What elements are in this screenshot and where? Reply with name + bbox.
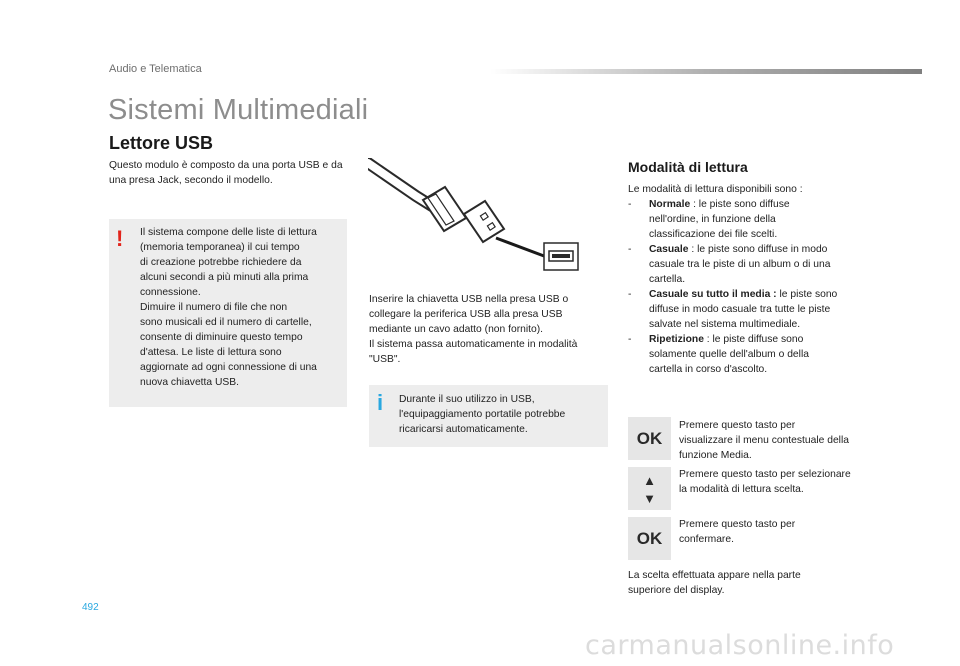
warning-line: Il sistema compone delle liste di lettura — [140, 227, 317, 238]
usb-instruction-line: Il sistema passa automaticamente in modalità — [369, 339, 578, 350]
warning-line: consente di diminuire questo tempo — [140, 332, 303, 343]
page-title: Sistemi Multimediali — [108, 94, 369, 126]
playback-modes — [628, 182, 873, 377]
mode-item: - Ripetizione : le piste diffuse sono solamente quelle dell'album o della cartella in corso d'ascolto. — [628, 334, 809, 375]
info-line: ricaricarsi automaticamente. — [399, 424, 528, 435]
step-text: Premere questo tasto per visualizzare il menu contestuale della funzione Media. — [679, 420, 849, 461]
usb-instruction-line: Inserire la chiavetta USB nella presa USB o — [369, 294, 569, 305]
warning-icon: ! — [116, 226, 124, 251]
ok-key-icon: OK — [628, 517, 671, 560]
warning-text — [140, 225, 340, 390]
step-text: Premere questo tasto per selezionare la modalità di lettura scelta. — [679, 469, 851, 495]
info-text — [399, 392, 599, 437]
warning-line: nuova chiavetta USB. — [140, 377, 240, 388]
warning-line: Dimuire il numero di file che non — [140, 302, 288, 313]
ok-key-icon: OK — [628, 417, 671, 460]
section-header: Audio e Telematica — [109, 63, 202, 75]
step-text: Premere questo tasto per confermare. — [679, 519, 796, 545]
bullet-dash: - — [628, 244, 632, 255]
bullet-dash: - — [628, 289, 632, 300]
playback-intro: Le modalità di lettura disponibili sono : — [628, 184, 803, 195]
usb-intro: Questo modulo è composto da una porta USB e da una presa Jack, secondo il modello. — [109, 160, 343, 186]
up-down-key-icon — [628, 467, 671, 510]
warning-line: (memoria temporanea) il cui tempo — [140, 242, 300, 253]
page-number: 492 — [82, 602, 99, 613]
usb-plug-icon — [368, 158, 584, 278]
usb-heading: Lettore USB — [109, 133, 214, 153]
warning-line: aggiornate ad ogni connessione di una — [140, 362, 317, 373]
watermark: carmanualsonline.info — [585, 630, 895, 661]
info-line: l'equipaggiamento portatile potrebbe — [399, 409, 566, 420]
usb-instructions — [369, 292, 609, 367]
warning-line: di creazione potrebbe richiedere da — [140, 257, 302, 268]
info-icon: i — [377, 390, 384, 415]
warning-line: connessione. — [140, 287, 201, 298]
warning-line: alcuni secondi a più minuti alla prima — [140, 272, 309, 283]
mode-name: Casuale su tutto il media : — [649, 289, 777, 300]
final-note: La scelta effettuata appare nella parte superiore del display. — [628, 570, 801, 596]
up-arrow-icon: ▲ — [643, 473, 656, 488]
header-divider — [490, 69, 922, 74]
usb-instruction-line: "USB". — [369, 354, 401, 365]
down-arrow-icon: ▼ — [643, 491, 656, 506]
mode-name: Casuale — [649, 244, 689, 255]
mode-item: - Normale : le piste sono diffuse nell'ordine, in funzione della classificazione dei file scelti. — [628, 199, 790, 240]
mode-item: - Casuale su tutto il media : le piste sono diffuse in modo casuale tra tutte le piste salvate nel sistema multimediale. — [628, 289, 838, 330]
bullet-dash: - — [628, 199, 632, 210]
warning-line: d'attesa. Le liste di lettura sono — [140, 347, 282, 358]
playback-heading: Modalità di lettura — [628, 159, 748, 175]
mode-item: - Casuale : le piste sono diffuse in modo casuale tra le piste di un album o di una cartella. — [628, 244, 831, 285]
mode-name: Normale — [649, 199, 691, 210]
warning-line: sono musicali ed il numero di cartelle, — [140, 317, 312, 328]
usb-instruction-line: collegare la periferica USB alla presa USB — [369, 309, 563, 320]
bullet-dash: - — [628, 334, 632, 345]
mode-name: Ripetizione — [649, 334, 704, 345]
info-line: Durante il suo utilizzo in USB, — [399, 394, 535, 405]
usb-instruction-line: mediante un cavo adatto (non fornito). — [369, 324, 544, 335]
